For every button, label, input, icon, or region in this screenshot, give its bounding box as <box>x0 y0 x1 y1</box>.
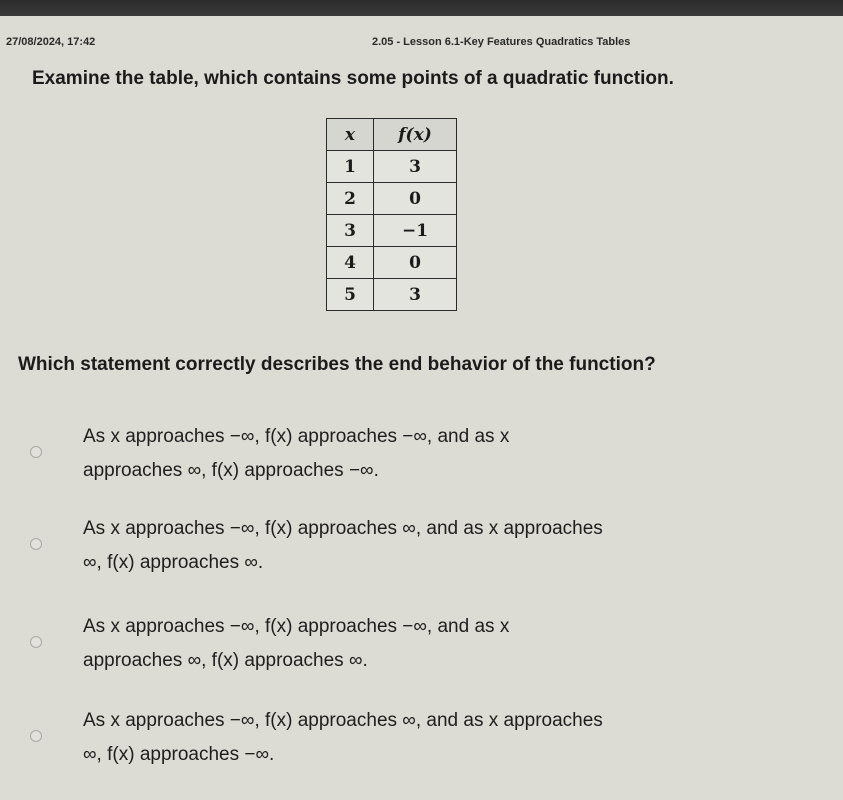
option-line: As x approaches −∞, f(x) approaches ∞, and as x approaches <box>83 518 603 539</box>
table-header-row <box>327 119 457 151</box>
table-row <box>327 151 457 183</box>
cell-x: 5 <box>327 279 374 311</box>
table-row <box>327 215 457 247</box>
table-row <box>327 279 457 311</box>
lesson-title: 2.05 - Lesson 6.1-Key Features Quadratics Tables <box>372 36 631 48</box>
option-label <box>83 704 833 772</box>
cell-fx: 3 <box>374 279 457 311</box>
radio-button[interactable] <box>30 446 42 458</box>
table-row <box>327 183 457 215</box>
option-label <box>83 420 833 488</box>
cell-fx: 3 <box>374 151 457 183</box>
cell-fx: 0 <box>374 247 457 279</box>
table-row <box>327 247 457 279</box>
option-line: As x approaches −∞, f(x) approaches −∞, and as x <box>83 426 510 447</box>
cell-fx: 0 <box>374 183 457 215</box>
prompt-text: Examine the table, which contains some points of a quadratic function. <box>32 68 674 89</box>
option-line: approaches ∞, f(x) approaches ∞. <box>83 650 368 671</box>
cell-x: 4 <box>327 247 374 279</box>
print-date: 27/08/2024, 17:42 <box>6 36 96 48</box>
cell-x: 2 <box>327 183 374 215</box>
option-line: As x approaches −∞, f(x) approaches −∞, and as x <box>83 616 510 637</box>
cell-fx: −1 <box>374 215 457 247</box>
option-line: As x approaches −∞, f(x) approaches ∞, and as x approaches <box>83 710 603 731</box>
radio-button[interactable] <box>30 730 42 742</box>
values-table <box>326 118 457 311</box>
option-line: ∞, f(x) approaches ∞. <box>83 552 264 573</box>
cell-x: 3 <box>327 215 374 247</box>
option-label <box>83 512 833 580</box>
option-line: ∞, f(x) approaches −∞. <box>83 744 275 765</box>
column-header-x: x <box>327 119 374 151</box>
cell-x: 1 <box>327 151 374 183</box>
radio-button[interactable] <box>30 636 42 648</box>
option-line: approaches ∞, f(x) approaches −∞. <box>83 460 379 481</box>
option-label <box>83 610 833 678</box>
top-bar <box>0 0 843 16</box>
column-header-fx: f(x) <box>374 119 457 151</box>
radio-button[interactable] <box>30 538 42 550</box>
question-text: Which statement correctly describes the end behavior of the function? <box>18 354 656 375</box>
